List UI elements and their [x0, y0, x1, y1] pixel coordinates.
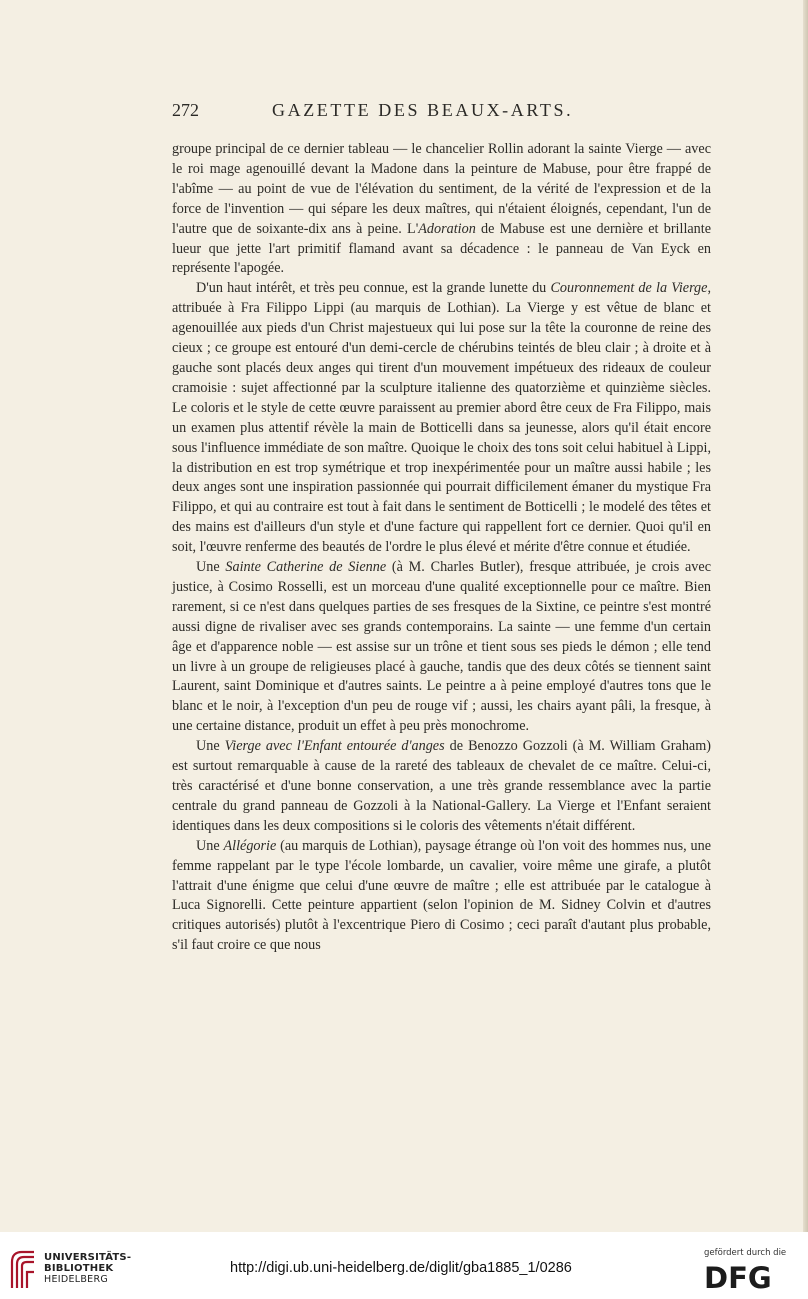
university-library-logo-icon: [8, 1248, 38, 1292]
title-italic: Allégorie: [223, 837, 277, 854]
dfg-logo: DFG: [704, 1261, 772, 1295]
title-italic: Adoration: [418, 220, 476, 237]
page-header: [172, 100, 712, 121]
paragraph-5: Une Allégorie (au marquis de Lothian), paysage étrange où l'on voit des hommes nus, une femme rappelant par le type l'école lombarde, un cavalier, voire même une girafe, a plutôt l'attrait d'une énigme que celui d'une œuvre de maître ; elle est attribuée par le catalogue à Luca Signorelli. Cette peinture appartient (selon l'opinion de M. Sidney Colvin et d'autres critiques autorisés) plutôt à l'excentrique Piero di Cosimo ; ceci paraît d'autant plus probable, s'il faut croire ce que nous: [172, 837, 711, 954]
logo-stroke: [27, 1272, 34, 1288]
paragraph-3: Une Sainte Catherine de Sienne (à M. Charles Butler), fresque attribuée, je crois avec justice, à Cosimo Rosselli, est un morceau d'une qualité exceptionnelle pour ce maître. Bien rarement, si ce n'est dans quelques parties de ses fresques de la Sixtine, ce peintre s'est montré aussi digne de rivaliser avec ses grands contemporains. La sainte — une femme d'un certain âge et d'apparence noble — est assise sur un trône et tient sous ses pieds le démon ; elle tend un livre à un groupe de religieuses placé à gauche, tandis que des deux côtés se tiennent saint Laurent, saint Dominique et d'autres saints. Le peintre a à peine employé d'autres tons que le blanc et le noir, à l'exception d'un peu de rouge vif ; aussi, les chairs ayant pâli, la fresque, à une certaine distance, produit un effet à peu près monochrome.: [172, 559, 711, 735]
paragraph-2: D'un haut intérêt, et très peu connue, est la grande lunette du Couronnement de la Vierge, attribuée à Fra Filippo Lippi (au marquis de Lothian). La Vierge y est vêtue de blanc et agenouillée aux pieds d'un Christ majestueux qui lui pose sur la tête la couronne de reine des cieux ; ce groupe est entouré d'un demi-cercle de chérubins teintés de bleu clair ; à droite et à gauche sont placés deux anges qui tirent d'un mouvement impétueux des rideaux de couleur cramoisie : sujet affectionné par la sculpture italienne des quatorzième et quinzième siècles. Le coloris et le style de cette œuvre paraissent au premier abord être ceux de Fra Filippo, mais un examen plus attentif révèle la main de Botticelli dans sa jeunesse, alors qu'il était encore sous l'influence immédiate de son maître. Quoique le choix des tons soit celui habituel à Lippi, la distribution en est trop symétrique et trop inexpérimentée pour un maître aussi habile ; les deux anges sont une inspiration passionnée qui pourrait difficilement émaner du mystique Fra Filippo, et qui au contraire est tout à fait dans le sentiment de Botticelli ; le modelé des têtes et des mains est d'ailleurs d'un style et d'une facture qui rappellent fort ce dernier. Quoi qu'il en soit, l'œuvre renferme des beautés de l'ordre le plus élevé et mérite d'être connue et étudiée.: [172, 280, 711, 556]
title-italic: Sainte Catherine de Sienne: [225, 559, 387, 576]
body-text: [172, 140, 711, 956]
paragraph-4: Une Vierge avec l'Enfant entourée d'anges de Benozzo Gozzoli (à M. William Graham) est surtout remarquable à cause de la rareté des tableaux de chevalet de ce maître. Celui-ci, très caractérisé et d'une bonne conservation, a une très grande ressemblance avec la partie centrale du grand panneau de Gozzoli à la National-Gallery. La Vierge et l'Enfant seraient identiques dans les deux compositions si le coloris des vêtements n'était différent.: [172, 738, 711, 834]
title-italic: Vierge avec l'Enfant entourée d'anges: [224, 738, 445, 755]
paragraph-1: groupe principal de ce dernier tableau — le chancelier Rollin adorant la sainte Vierge — avec le roi mage agenouillé devant la Madone dans la peinture de Mabuse, pour être frappé de l'abîme — au point de vue de l'élévation du sentiment, de la vérité de l'expression et de la force de l'invention — qui sépare les deux maîtres, qui n'étaient éloignés, cependant, l'un de l'autre que de soixante-dix ans à peine. L'Adoration de Mabuse est une dernière et brillante lueur que jette l'art primitif flamand avant sa décadence : le panneau de Van Eyck en représente l'apogée.: [172, 141, 712, 277]
funded-by-label: gefördert durch die: [704, 1248, 787, 1258]
page-number: 272: [172, 100, 199, 120]
running-title: GAZETTE DES BEAUX-ARTS.: [272, 100, 574, 120]
permalink-url[interactable]: http://digi.ub.uni-heidelberg.de/diglit/gba1885_1/0286: [230, 1260, 572, 1276]
page-edge: [803, 0, 808, 1232]
library-name: UNIVERSITÄTS- BIBLIOTHEK HEIDELBERG: [44, 1252, 132, 1285]
title-italic: Couronnement de la Vierge: [550, 280, 708, 297]
